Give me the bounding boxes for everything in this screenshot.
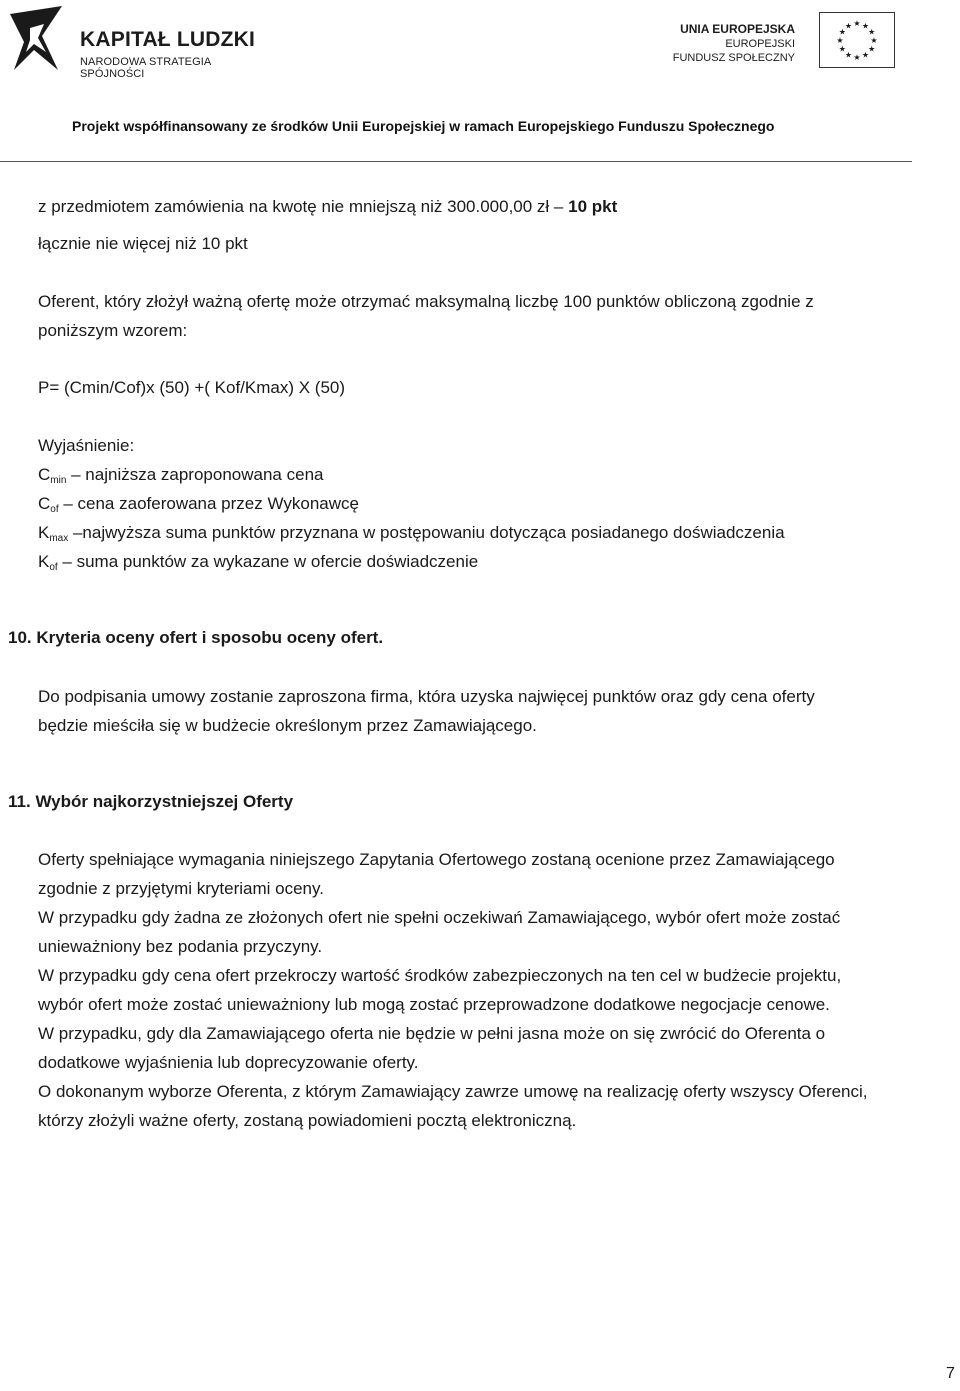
section-11-line: unieważniony bez podania przyczyny. [38,937,323,956]
eu-flag-icon [819,12,895,68]
kapital-ludzki-logo [4,6,274,80]
symbol: C [38,494,51,513]
max-points-line-2: poniższym wzorem: [38,321,188,340]
max-points-line-1: Oferent, który złożył ważną ofertę może otrzymać maksymalną liczbę 100 punktów obliczoną zgodnie z [38,292,814,311]
kapital-ludzki-title: KAPITAŁ LUDZKI [80,28,256,51]
svg-text:★: ★ [868,27,876,37]
eu-logo [660,12,895,68]
svg-text:★: ★ [853,19,861,28]
section-11-line: wybór ofert może zostać unieważniony lub mogą zostać przeprowadzone dodatkowe negocjacje cenowe. [38,995,830,1014]
explanation-text: – suma punktów za wykazane w ofercie doświadczenie [57,552,479,571]
criterion-total: łącznie nie więcej niż 10 pkt [38,234,248,253]
svg-text:★: ★ [844,50,853,60]
symbol: K [38,523,50,542]
section-11-line: W przypadku gdy żadna ze złożonych ofert nie spełni oczekiwań Zamawiającego, wybór ofert może zostać [38,908,841,927]
section-11-heading [8,787,293,816]
page-number: 7 [946,1365,955,1382]
explanation-heading: Wyjaśnienie: [38,436,135,455]
explanation-item [38,547,478,576]
criterion-line [38,192,617,221]
section-10-line: będzie mieściła się w budżecie określonym przez Zamawiającego. [38,716,537,735]
eu-line-1: UNIA EUROPEJSKA [680,22,795,36]
symbol-subscript: of [49,562,58,573]
svg-text:★: ★ [853,53,861,62]
explanation-item [38,489,359,518]
symbol-subscript: max [49,533,69,544]
svg-text:★: ★ [861,21,870,31]
formula: P= (Cmin/Cof)x (50) +( Kof/Kmax) X (50) [38,378,346,397]
section-10-heading [8,623,383,652]
kapital-ludzki-subtitle: NARODOWA STRATEGIA SPÓJNOŚCI [80,56,211,80]
explanation-text: –najwyższa suma punktów przyznana w postępowaniu dotycząca posiadanego doświadczenia [68,523,785,542]
eu-line-3: FUNDUSZ SPOŁECZNY [672,52,795,64]
symbol: C [38,465,51,484]
section-number: 10. [8,628,32,647]
explanation-item [38,460,323,489]
eu-line-2: EUROPEJSKI [725,38,795,50]
svg-text:★: ★ [844,21,853,31]
section-title: Wybór najkorzystniejszej Oferty [35,792,294,811]
section-title: Kryteria oceny ofert i sposobu oceny ofert. [36,628,384,647]
svg-text:★: ★ [836,36,844,45]
kapital-ludzki-emblem-icon [4,6,74,72]
symbol-subscript: min [50,475,67,486]
svg-text:★: ★ [861,50,870,60]
svg-text:★: ★ [870,36,878,45]
symbol-subscript: of [50,504,59,515]
section-10-line: Do podpisania umowy zostanie zaproszona firma, która uzyska najwięcej punktów oraz gdy cena oferty [38,687,815,706]
svg-text:★: ★ [838,44,846,54]
section-11-line: O dokonanym wyborze Oferenta, z którym Zamawiający zawrze umowę na realizację oferty wszyscy Oferenci, [38,1082,868,1101]
header-divider [0,161,912,162]
section-11-line: którzy złożyli ważne oferty, zostaną powiadomieni pocztą elektroniczną. [38,1111,577,1130]
section-11-line: zgodnie z przyjętymi kryteriami oceny. [38,879,324,898]
symbol: K [38,552,50,571]
criterion-text: z przedmiotem zamówienia na kwotę nie mniejszą niż 300.000,00 zł – [38,197,569,216]
explanation-text: – cena zaoferowana przez Wykonawcę [58,494,359,513]
section-11-line: Oferty spełniające wymagania niniejszego Zapytania Ofertowego zostaną ocenione przez Zamawiającego [38,850,835,869]
section-11-line: dodatkowe wyjaśnienia lub doprecyzowanie oferty. [38,1053,419,1072]
explanation-text: – najniższa zaproponowana cena [66,465,324,484]
project-funding-note: Projekt współfinansowany ze środków Unii Europejskiej w ramach Europejskiego Funduszu Społecznego [72,118,775,134]
explanation-item [38,518,785,547]
section-11-line: W przypadku, gdy dla Zamawiającego oferta nie będzie w pełni jasna może on się zwrócić do Oferenta o [38,1024,826,1043]
svg-text:★: ★ [868,44,876,54]
section-number: 11. [8,792,31,811]
criterion-points: 10 pkt [568,197,618,216]
section-11-line: W przypadku gdy cena ofert przekroczy wartość środków zabezpieczonych na ten cel w budżecie projektu, [38,966,842,985]
svg-text:★: ★ [838,27,846,37]
